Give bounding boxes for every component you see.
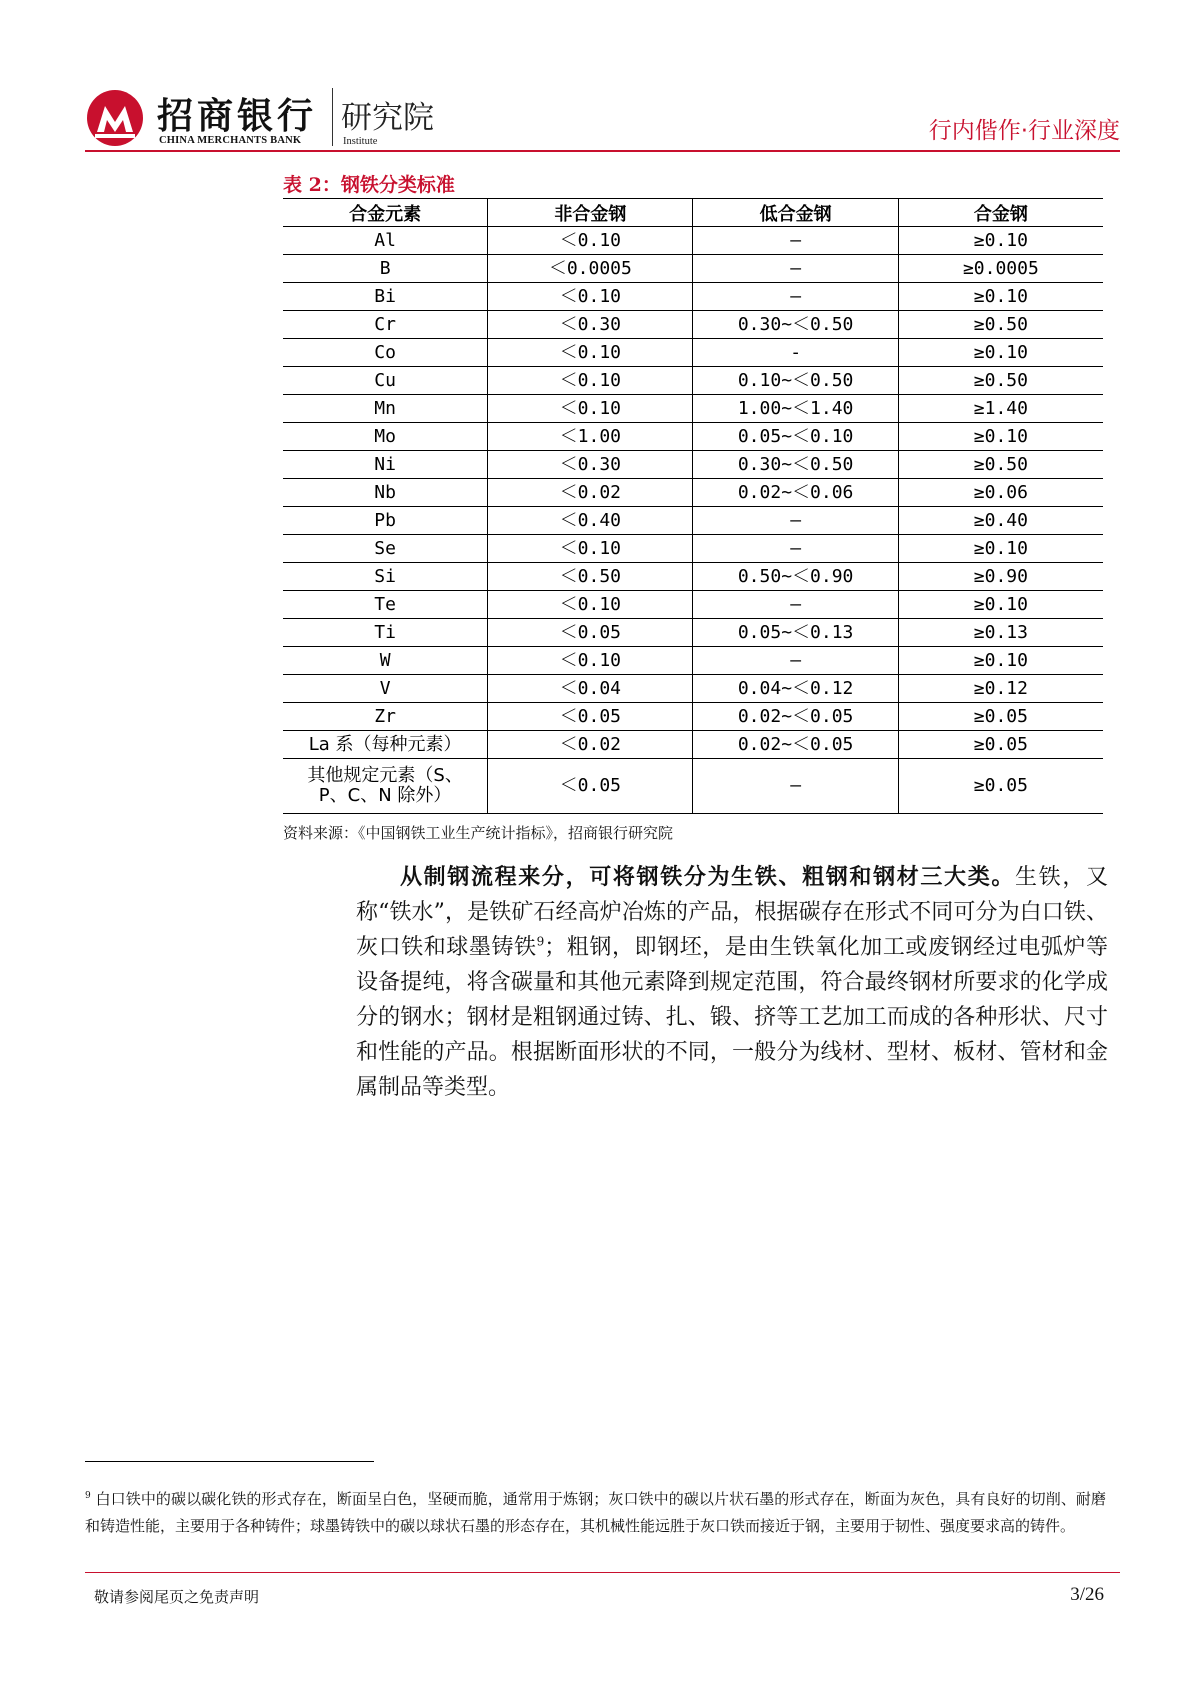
cell-low-alloy: 1.00~＜1.40 <box>693 395 898 423</box>
cell-element: Mn <box>283 395 488 423</box>
footnote-mark: 9 <box>85 1491 91 1501</box>
cell-low-alloy: 0.02~＜0.05 <box>693 731 898 759</box>
cell-non-alloy: ＜0.10 <box>488 535 693 563</box>
col-header-element: 合金元素 <box>283 199 488 227</box>
table-row <box>283 759 1103 814</box>
cell-low-alloy: — <box>693 283 898 311</box>
cell-low-alloy: 0.02~＜0.05 <box>693 703 898 731</box>
cell-low-alloy: — <box>693 647 898 675</box>
cell-element: Pb <box>283 507 488 535</box>
cell-non-alloy: ＜0.10 <box>488 395 693 423</box>
cell-element: Si <box>283 563 488 591</box>
cell-non-alloy: ＜0.0005 <box>488 255 693 283</box>
cell-alloy: ≥0.10 <box>898 591 1103 619</box>
table-row <box>283 451 1103 479</box>
cell-alloy: ≥0.13 <box>898 619 1103 647</box>
cell-low-alloy: 0.10~＜0.50 <box>693 367 898 395</box>
footnote-rule <box>85 1461 374 1462</box>
cell-element: Zr <box>283 703 488 731</box>
disclaimer-note: 敬请参阅尾页之免责声明 <box>94 1588 260 1606</box>
cell-low-alloy: — <box>693 591 898 619</box>
cell-non-alloy: ＜0.10 <box>488 367 693 395</box>
table-row <box>283 255 1103 283</box>
body-paragraph <box>356 860 1108 1105</box>
table-row <box>283 395 1103 423</box>
table-row <box>283 479 1103 507</box>
cell-element: Te <box>283 591 488 619</box>
cell-low-alloy: — <box>693 227 898 255</box>
cell-element: Co <box>283 339 488 367</box>
footer-rule <box>85 1572 1120 1573</box>
cell-non-alloy: ＜1.00 <box>488 423 693 451</box>
cell-non-alloy: ＜0.10 <box>488 339 693 367</box>
table-row <box>283 535 1103 563</box>
cell-low-alloy: 0.02~＜0.06 <box>693 479 898 507</box>
cmb-logo-icon <box>85 88 145 148</box>
cell-element: W <box>283 647 488 675</box>
table-header-row <box>283 199 1103 227</box>
cell-element: Se <box>283 535 488 563</box>
cell-alloy: ≥0.50 <box>898 311 1103 339</box>
table-row <box>283 619 1103 647</box>
cell-non-alloy: ＜0.30 <box>488 451 693 479</box>
table-row <box>283 647 1103 675</box>
cell-non-alloy: ＜0.02 <box>488 731 693 759</box>
col-header-non-alloy: 非合金钢 <box>488 199 693 227</box>
header-rule <box>85 150 1120 152</box>
table-row <box>283 703 1103 731</box>
cell-low-alloy: — <box>693 507 898 535</box>
footnote <box>85 1486 1106 1540</box>
cell-non-alloy: ＜0.10 <box>488 647 693 675</box>
table-row <box>283 227 1103 255</box>
bold-lead: 从制钢流程来分，可将钢铁分为生铁、粗钢和钢材三大类。 <box>400 864 1016 890</box>
bank-name-en: CHINA MERCHANTS BANK <box>159 135 302 146</box>
table-row <box>283 339 1103 367</box>
cell-alloy: ≥0.10 <box>898 283 1103 311</box>
cell-element: Nb <box>283 479 488 507</box>
page-number: 3/26 <box>1070 1584 1104 1605</box>
table-row <box>283 731 1103 759</box>
cell-low-alloy: 0.50~＜0.90 <box>693 563 898 591</box>
cell-non-alloy: ＜0.05 <box>488 703 693 731</box>
cell-low-alloy: — <box>693 759 898 814</box>
cell-alloy: ≥0.10 <box>898 227 1103 255</box>
cell-alloy: ≥0.06 <box>898 479 1103 507</box>
institute-name-cn: 研究院 <box>341 100 434 136</box>
table-row <box>283 563 1103 591</box>
cell-element: V <box>283 675 488 703</box>
cell-element: Cu <box>283 367 488 395</box>
table-row <box>283 283 1103 311</box>
report-type: 行内偕作·行业深度 <box>928 118 1120 144</box>
cell-non-alloy: ＜0.05 <box>488 619 693 647</box>
cell-low-alloy: 0.30~＜0.50 <box>693 311 898 339</box>
table-row <box>283 423 1103 451</box>
cell-alloy: ≥0.90 <box>898 563 1103 591</box>
cell-element: Ni <box>283 451 488 479</box>
cell-low-alloy: 0.05~＜0.10 <box>693 423 898 451</box>
cell-alloy: ≥0.10 <box>898 423 1103 451</box>
cell-non-alloy: ＜0.10 <box>488 591 693 619</box>
cell-non-alloy: ＜0.40 <box>488 507 693 535</box>
cell-alloy: ≥0.10 <box>898 535 1103 563</box>
cell-element: 其他规定元素（S、P、C、N 除外） <box>283 759 488 814</box>
table-row <box>283 675 1103 703</box>
cell-element: Al <box>283 227 488 255</box>
cell-alloy: ≥0.50 <box>898 367 1103 395</box>
cell-non-alloy: ＜0.04 <box>488 675 693 703</box>
cell-element: B <box>283 255 488 283</box>
cell-non-alloy: ＜0.02 <box>488 479 693 507</box>
cell-non-alloy: ＜0.10 <box>488 227 693 255</box>
cell-alloy: ≥0.12 <box>898 675 1103 703</box>
cell-non-alloy: ＜0.30 <box>488 311 693 339</box>
table-row <box>283 367 1103 395</box>
table-source: 资料来源：《中国钢铁工业生产统计指标》，招商银行研究院 <box>283 824 674 842</box>
cell-alloy: ≥0.05 <box>898 731 1103 759</box>
cell-non-alloy: ＜0.10 <box>488 283 693 311</box>
steel-classification-table <box>283 198 1103 814</box>
cell-non-alloy: ＜0.05 <box>488 759 693 814</box>
cell-low-alloy: 0.30~＜0.50 <box>693 451 898 479</box>
table-title: 表 2：钢铁分类标准 <box>283 174 455 196</box>
cell-alloy: ≥0.50 <box>898 451 1103 479</box>
col-header-alloy: 合金钢 <box>898 199 1103 227</box>
cell-alloy: ≥0.10 <box>898 339 1103 367</box>
cell-low-alloy: 0.05~＜0.13 <box>693 619 898 647</box>
cell-alloy: ≥0.40 <box>898 507 1103 535</box>
cell-low-alloy: 0.04~＜0.12 <box>693 675 898 703</box>
footnote-ref[interactable]: 9 <box>536 934 545 949</box>
col-header-low-alloy: 低合金钢 <box>693 199 898 227</box>
bank-name-cn: 招商银行 <box>157 96 318 137</box>
cell-low-alloy: — <box>693 535 898 563</box>
cell-element: Ti <box>283 619 488 647</box>
cell-element: Bi <box>283 283 488 311</box>
header-divider <box>332 88 333 146</box>
body-text-1: 生铁，又称“铁水”，是铁矿石经高炉冶炼的产品，根据碳存在形式不同可分为白口铁、灰口铁和球墨铸铁 <box>356 865 1108 960</box>
cell-alloy: ≥0.0005 <box>898 255 1103 283</box>
cell-non-alloy: ＜0.50 <box>488 563 693 591</box>
cell-alloy: ≥0.05 <box>898 759 1103 814</box>
body-text-2: ；粗钢，即钢坯，是由生铁氧化加工或废钢经过电弧炉等设备提纯，将含碳量和其他元素降到规定范围，符合最终钢材所要求的化学成分的钢水；钢材是粗钢通过铸、扎、锻、挤等工艺加工而成的各种形状、尺寸和性能的产品。根据断面形状的不同，一般分为线材、型材、板材、管材和金属制品等类型。 <box>356 935 1108 1100</box>
cell-element: Mo <box>283 423 488 451</box>
institute-name-en: Institute <box>343 136 378 147</box>
cell-alloy: ≥1.40 <box>898 395 1103 423</box>
table-row <box>283 591 1103 619</box>
cell-alloy: ≥0.05 <box>898 703 1103 731</box>
cell-low-alloy: - <box>693 339 898 367</box>
page-header <box>85 84 1120 154</box>
footnote-text: 白口铁中的碳以碳化铁的形式存在，断面呈白色，坚硬而脆，通常用于炼钢；灰口铁中的碳以片状石墨的形式存在，断面为灰色，具有良好的切削、耐磨和铸造性能，主要用于各种铸件；球墨铸铁中的碳以球状石墨的形态存在，其机械性能远胜于灰口铁而接近于钢，主要用于韧性、强度要求高的铸件。 <box>85 1490 1106 1535</box>
table-row <box>283 507 1103 535</box>
table-row <box>283 311 1103 339</box>
cell-element: Cr <box>283 311 488 339</box>
cell-alloy: ≥0.10 <box>898 647 1103 675</box>
cell-low-alloy: — <box>693 255 898 283</box>
cell-element: La 系（每种元素） <box>283 731 488 759</box>
